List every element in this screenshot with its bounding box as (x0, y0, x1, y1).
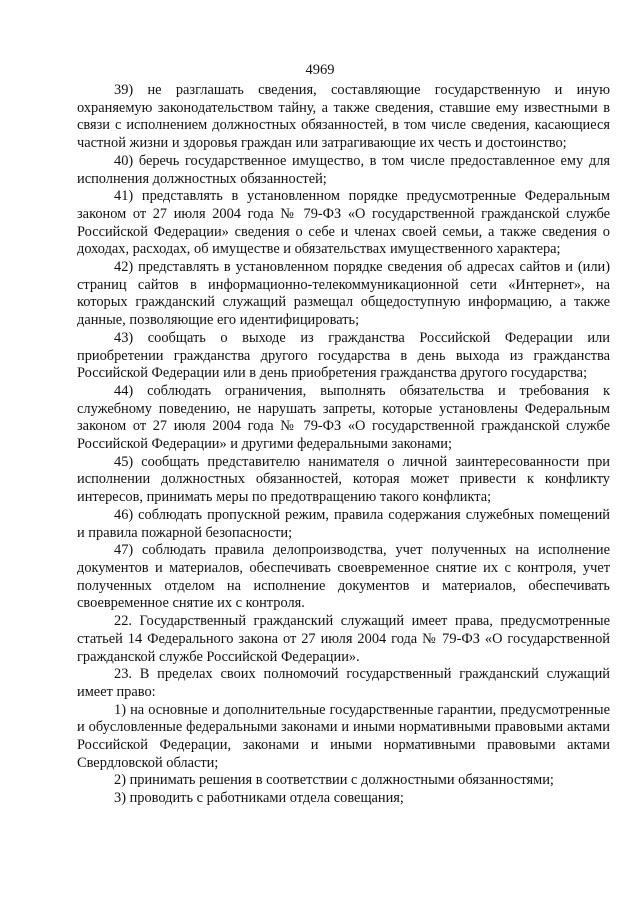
document-body (77, 82, 610, 808)
paragraph-item-44: 44) соблюдать ограничения, выполнять обязательства и требования к служебному поведению, не нарушать запреты, которые установлены Федеральным законом от 27 июля 2004 года № 79-ФЗ «О государственной гражданской службе Российской Федерации» и другими федеральными законами; (77, 382, 610, 453)
paragraph-item-42: 42) представлять в установленном порядке сведения об адресах сайтов и (или) страниц сайтов в информационно-телекоммуникационной сети «Интернет», на которых гражданский служащий размещал общедоступную информацию, а также данные, позволяющие его идентифицировать; (77, 259, 610, 329)
paragraph-item-41: 41) представлять в установленном порядке предусмотренные Федеральным законом от 27 июля 2004 года № 79-ФЗ «О государственной гражданской службе Российской Федерации» сведения о себе и членах своей семьи, а также сведения о доходах, расходах, об имуществе и обязательствах имущественного характера; (77, 188, 610, 258)
paragraph-right-1: 1) на основные и дополнительные государственные гарантии, предусмотренные и обусловленные федеральными законами и иными нормативными правовыми актами Российской Федерации, законами и иными нормативными правовыми актами Свердловской области; (77, 701, 610, 771)
paragraph-item-46: 46) соблюдать пропускной режим, правила содержания служебных помещений и правила пожарной безопасности; (77, 506, 610, 541)
paragraph-item-39: 39) не разглашать сведения, составляющие государственную и иную охраняемую законодательством тайну, а также сведения, ставшие ему известными в связи с исполнением должностных обязанностей, в том числе сведения, касающиеся частной жизни и здоровья граждан или затрагивающие их честь и достоинство; (77, 82, 610, 152)
paragraph-item-40: 40) беречь государственное имущество, в том числе предоставленное ему для исполнения должностных обязанностей; (77, 152, 610, 187)
paragraph-right-3: 3) проводить с работниками отдела совещания; (114, 790, 404, 807)
paragraph-item-45: 45) сообщать представителю нанимателя о личной заинтересованности при исполнении должностных обязанностей, которая может привести к конфликту интересов, принимать меры по предотвращению такого конфликта; (77, 453, 610, 506)
paragraph-section-22: 22. Государственный гражданский служащий имеет права, предусмотренные статьей 14 Федерального закона от 27 июля 2004 года № 79-ФЗ «О государственной гражданской службе Российской Федерации». (77, 613, 610, 665)
paragraph-section-23: 23. В пределах своих полномочий государственный гражданский служащий имеет право: (77, 666, 610, 700)
page-number: 4969 (305, 62, 335, 78)
paragraph-item-43: 43) сообщать о выходе из гражданства Российской Федерации или приобретении гражданства другого государства в день выхода из гражданства Российской Федерации или в день приобретения гражданства другого государства; (77, 329, 610, 382)
paragraph-item-47: 47) соблюдать правила делопроизводства, учет полученных на исполнение документов и материалов, обеспечивать своевременное снятие их с контроля, учет полученных отделом на исполнение документов и материалов, обеспечивать своевременное снятие их с контроля. (77, 542, 610, 612)
paragraph-right-2: 2) принимать решения в соответствии с должностными обязанностями; (114, 772, 554, 789)
